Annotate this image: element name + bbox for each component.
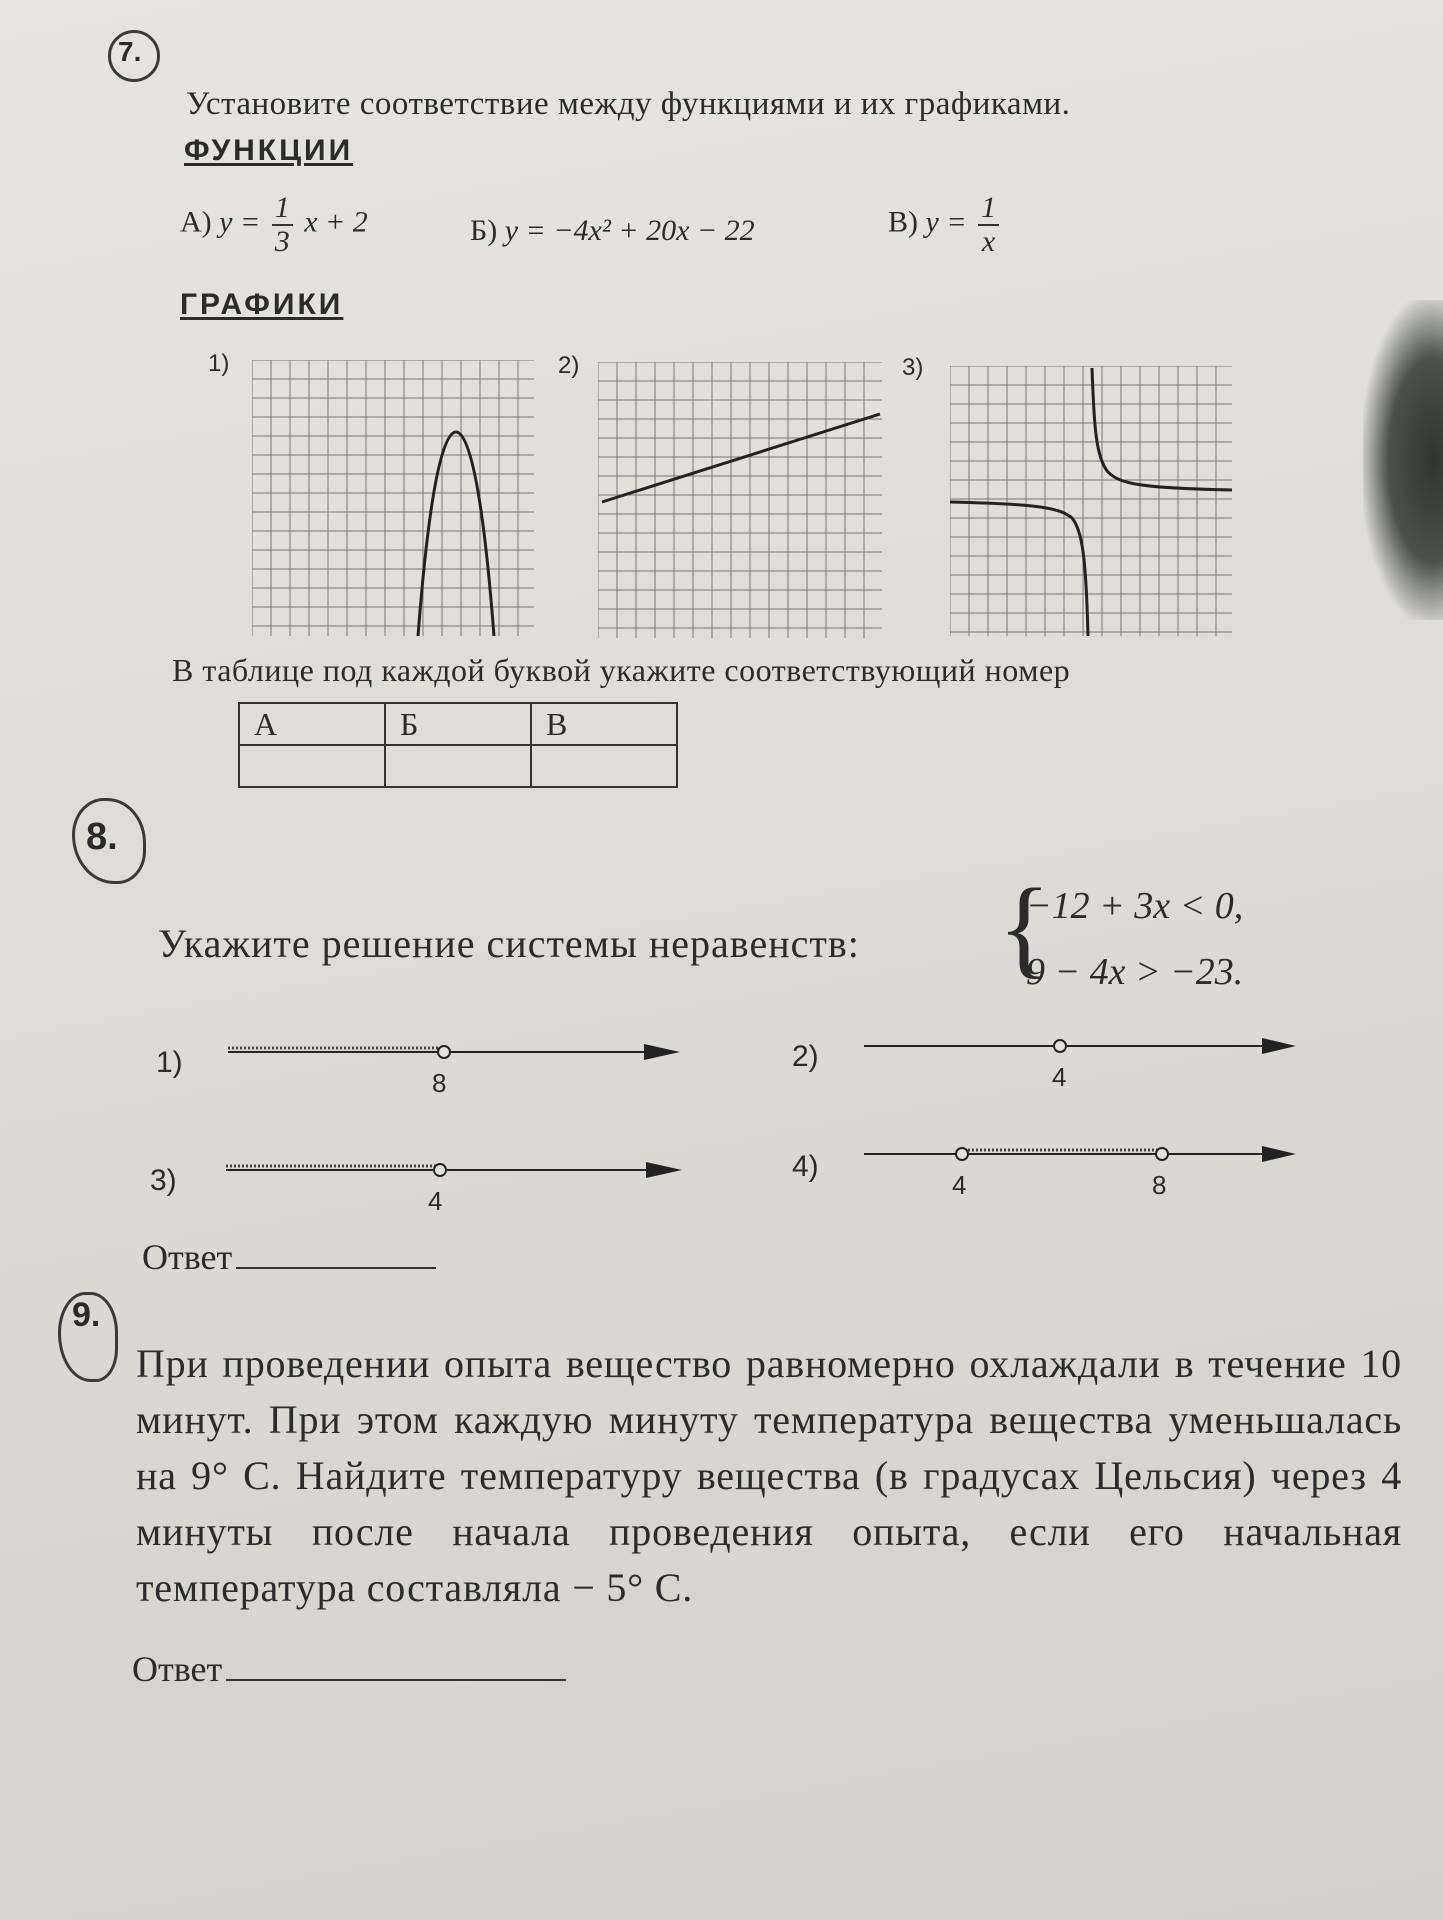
task9-answer-field[interactable] bbox=[226, 1673, 566, 1681]
function-a-fraction bbox=[272, 192, 293, 257]
table-instruction: В таблице под каждой буквой укажите соответствующий номер bbox=[172, 652, 1071, 688]
option-1-label: 1) bbox=[156, 1046, 183, 1079]
task9-number: 9. bbox=[72, 1296, 101, 1334]
function-a-denominator: 3 bbox=[274, 224, 290, 258]
system-brace: { bbox=[998, 866, 1051, 988]
task8-answer-field[interactable] bbox=[236, 1261, 436, 1269]
task8-prompt: Укажите решение системы неравенств: bbox=[158, 921, 860, 966]
task8-answer bbox=[142, 1236, 436, 1278]
task8-number: 8. bbox=[86, 816, 118, 858]
answer-cell-b[interactable] bbox=[385, 745, 531, 787]
inequality-1: −12 + 3x < 0, bbox=[1026, 885, 1244, 927]
function-c-fraction bbox=[978, 192, 999, 257]
function-c-lhs: y = bbox=[925, 205, 967, 239]
graph-3-hyperbola bbox=[950, 366, 1232, 636]
graph-1-label: 1) bbox=[208, 350, 230, 377]
task8-answer-label: Ответ bbox=[142, 1237, 233, 1277]
option-1-tick-8: 8 bbox=[432, 1068, 447, 1098]
option-4-label: 4) bbox=[792, 1150, 819, 1183]
task9-answer bbox=[132, 1648, 566, 1690]
answer-table-header-c: В bbox=[531, 703, 677, 745]
function-a-numerator: 1 bbox=[272, 192, 293, 226]
graph-3-label: 3) bbox=[902, 354, 924, 381]
graph-2-curve bbox=[602, 414, 880, 502]
task9-answer-label: Ответ bbox=[132, 1649, 223, 1689]
graph-1-curve bbox=[418, 432, 494, 636]
functions-heading: ФУНКЦИИ bbox=[184, 134, 354, 167]
task7-number: 7. bbox=[118, 36, 142, 67]
answer-cell-a[interactable] bbox=[239, 745, 385, 787]
option-3-number-line[interactable] bbox=[222, 1150, 686, 1220]
answer-cell-c[interactable] bbox=[531, 745, 677, 787]
option-4-number-line[interactable] bbox=[860, 1134, 1300, 1204]
function-c bbox=[888, 192, 1003, 257]
graph-2-grid bbox=[598, 362, 882, 638]
option-2-number-line[interactable] bbox=[860, 1026, 1300, 1096]
function-a-rhs: x + 2 bbox=[304, 205, 368, 239]
function-c-denominator: x bbox=[981, 224, 996, 258]
function-c-numerator: 1 bbox=[978, 192, 999, 226]
function-b-label: Б) bbox=[470, 214, 498, 247]
option-3-label: 3) bbox=[150, 1164, 177, 1197]
graph-3-upper-branch bbox=[1092, 368, 1232, 490]
option-4-tick-4: 4 bbox=[952, 1170, 967, 1200]
graph-2-label: 2) bbox=[558, 352, 580, 379]
option-2-tick-4: 4 bbox=[1052, 1062, 1067, 1092]
function-c-label: В) bbox=[888, 205, 918, 239]
graph-1-parabola bbox=[252, 360, 534, 636]
photo-shadow bbox=[1363, 300, 1443, 620]
inequality-2: 9 − 4x > −23. bbox=[1026, 951, 1244, 993]
graphs-heading: ГРАФИКИ bbox=[180, 288, 344, 321]
graph-3-grid bbox=[950, 366, 1232, 636]
task9-text: При проведении опыта вещество равномерно охлаждали в течение 10 минут. При этом каждую минуту температура вещества уменьшалась на 9° С. Найдите температуру вещества (в градусах Цельсия) через 4 минуты после начала проведения опыта, если его начальная температура составляла − 5° С. bbox=[136, 1341, 1402, 1610]
option-2-label: 2) bbox=[792, 1040, 819, 1073]
function-a bbox=[180, 192, 368, 257]
answer-table-header-b: Б bbox=[385, 703, 531, 745]
function-b bbox=[470, 214, 755, 248]
answer-table-header-a: А bbox=[239, 703, 385, 745]
graph-2-line bbox=[598, 362, 882, 638]
answer-table bbox=[238, 702, 678, 788]
function-a-lhs: y = bbox=[219, 205, 261, 239]
option-3-tick-4: 4 bbox=[428, 1186, 443, 1216]
task7-prompt: Установите соответствие между функциями и их графиками. bbox=[186, 86, 1071, 122]
option-1-number-line[interactable] bbox=[224, 1032, 684, 1102]
option-4-tick-8: 8 bbox=[1152, 1170, 1167, 1200]
graph-3-lower-branch bbox=[950, 502, 1088, 636]
function-b-expression: y = −4x² + 20x − 22 bbox=[504, 214, 755, 247]
function-a-label: А) bbox=[180, 205, 212, 239]
